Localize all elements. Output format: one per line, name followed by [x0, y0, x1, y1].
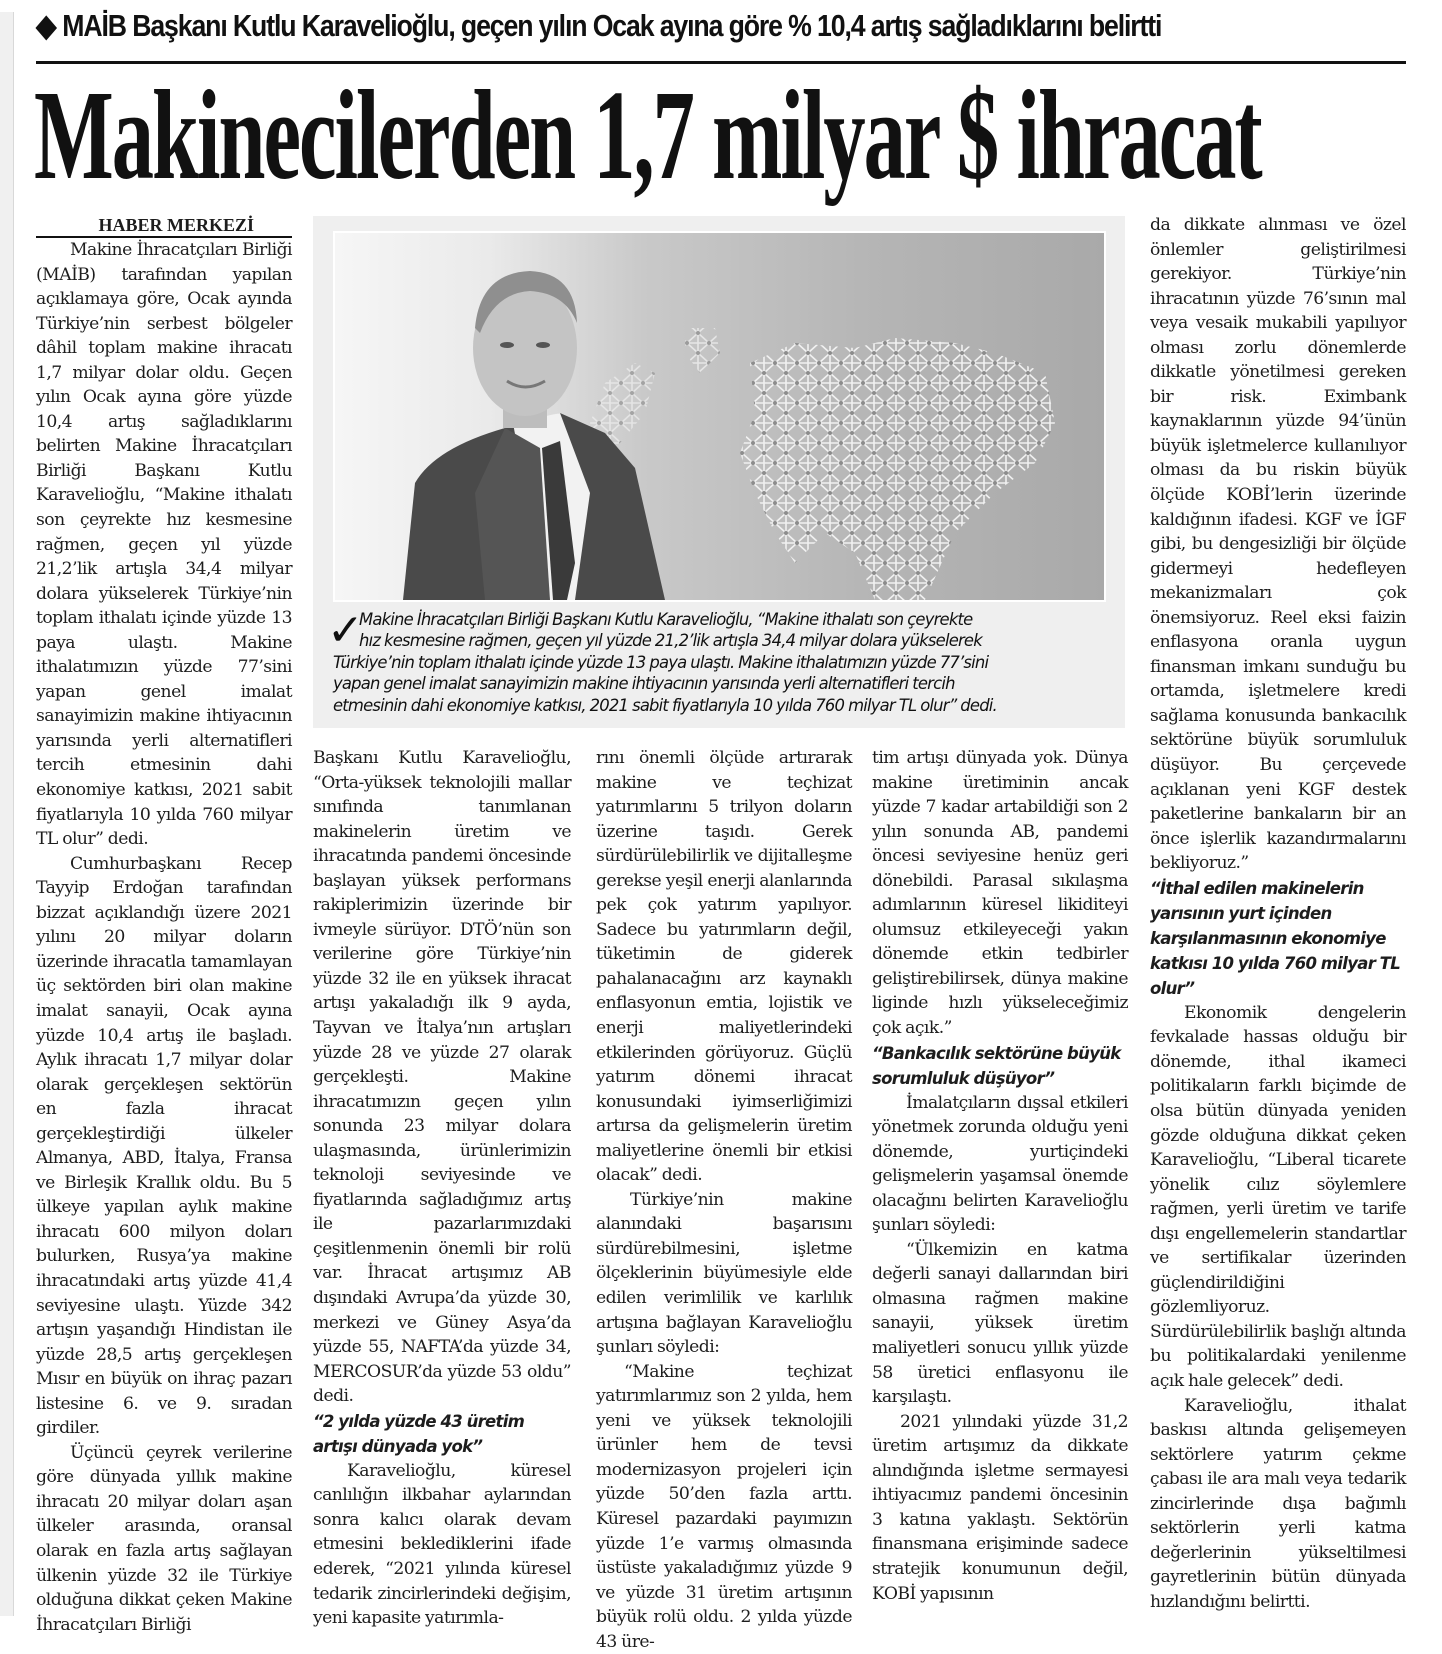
paragraph: Üçüncü çeyrek verilerine göre dünyada yıllık makine ihracatı 20 milyar doları aşan ülkeler arasında, oransal olarak en fazla artış sağlayan ülkenin yüzde 32 ile Türkiye olduğuna dikkat çeken Makine İhracatçıları Birliği	[36, 1442, 292, 1635]
paragraph: “Makine teçhizat yatırımlarımız son 2 yılda, hem yeni ve yüksek teknolojili ürünler hem de tevsi modernizasyon projeleri için yüzde 50’den fazla arttı. Küresel pazardaki payımızın yüzde 1’e varmış olmasında üstüste yakaladığımız yüzde 9 ve yüzde 31 üretim artışının büyük rolü oldu. 2 yılda yüzde 43 üre-	[596, 1361, 852, 1652]
subheading: “İthal edilen makinelerin yarısının yurt içinden karşılanmasının ekonomiye katkısı 10 yılda 760 milyar TL olur”	[1150, 878, 1401, 998]
caption-line: hız kesmesine rağmen, geçen yıl yüzde 21,2’lik artışla 34,4 milyar dolara yükselerek	[359, 631, 982, 651]
column-3	[596, 746, 852, 1654]
paragraph: Cumhurbaşkanı Recep Tayyip Erdoğan tarafından bizzat açıklandığı üzere 2021 yılını 20 milyar doların üzerinde ihracatla tamamlayan üç sektörden biri olan makine imalat sanayii, Ocak ayına yüzde 10,4 artış ile başladı. Aylık ihracatı 1,7 milyar dolar olarak gerçekleşen sektörün en fazla ihracat gerçekleştirdiği ülkeler Almanya, ABD, İtalya, Fransa ve Birleşik Krallık oldu. Bu 5 ülkeye yapılan aylık makine ihracatı 600 milyon doları bulurken, Rusya’ya makine ihracatındaki artış yüzde 41,4 seviyesine ulaştı. Yüzde 342 artışın yaşandığı Hindistan ile yüzde 28,5 artış gerçekleşen Mısır en büyük on ihraç pazarı listesine 6. ve 9. sıradan girdiler.	[36, 853, 292, 1439]
column-1	[36, 214, 292, 1637]
paragraph: Başkanı Kutlu Karavelioğlu, “Orta-yüksek teknolojili mallar sınıfında tanımlanan makinelerin üretim ve ihracatında pandemi öncesinde başlayan yüksek performans rakiplerimizin üzerinde bir ivmeyle sürüyor. DTÖ’nün son verilerine göre Türkiye’nin yüzde 32 ile en yüksek ihracat artışı yakaladığı ilk 9 ayda, Tayvan ve İtalya’nın artışları yüzde 28 ve yüzde 27 olarak gerçekleşti. Makine ihracatımızın geçen yılın sonunda 23 milyar dolara ulaşmasında, ürünlerimizin teknoloji seviyesinde ve fiyatlarında sağladığımız artış ile pazarlarımızdaki çeşitlenmenin önemli bir rolü var. İhracat artışımız AB dışındaki Avrupa’da yüzde 30, merkezi ve Güney Asya’da yüzde 55, NAFTA’da yüzde 34, MERCOSUR’da yüzde 53 oldu” dedi.	[313, 748, 571, 1407]
diamond-bullet-icon: ◆	[36, 8, 56, 43]
column-5	[1150, 213, 1406, 1614]
paragraph: Karavelioğlu, ithalat baskısı altında gelişemeyen sektörlere yatırım çekme çabası ile ara malı veya tedarik zincirlerinde dışa bağımlı sektörlerin yerli katma değerlerinin yükseltilmesi gayretlerinin bütün dünyada hızlandığını belirtti.	[1150, 1395, 1406, 1612]
paragraph: Makine İhracatçıları Birliği (MAİB) tarafından yapılan açıklamaya göre, Ocak ayında Türkiye’nin serbest bölgeler dâhil toplam makine ihracatı 1,7 milyar dolar oldu. Geçen yılın Ocak ayına göre yüzde 10,4 artış sağladıklarını belirten Makine İhracatçıları Birliği Başkanı Kutlu Karavelioğlu, “Makine ithalatı son çeyrekte hız kesmesine rağmen, geçen yıl yüzde 21,2’lik artışla 34,4 milyar dolara yükselerek Türkiye’nin toplam ithalatı içinde yüzde 13 paya ulaştı. Makine ithalatımızın yüzde 77’sini yapan genel imalat sanayimizin makine ihtiyacının yarısında yerli alternatifleri tercih etmesinin dahi ekonomiye katkısı, 2021 sabit fiyatlarıyla 10 yılda 760 milyar TL olur” dedi.	[36, 240, 292, 850]
photo-caption	[327, 605, 1103, 716]
paragraph: İmalatçıların dışsal etkileri yönetmek zorunda olduğu yeni dönemde, yurtiçindeki gelişmelerin yaşamsal önemde olacağını belirten Karavelioğlu şunları söyledi:	[872, 1092, 1128, 1236]
paragraph: “Ülkemizin en katma değerli sanayi dallarından biri olmasına rağmen makine sanayii, yüksek üretim maliyetleri sonucu yıllık yüzde 58 üretici enflasyonu ile karşılaştı.	[872, 1239, 1128, 1408]
paragraph: Karavelioğlu, küresel canlılığın ilkbahar aylarından sonra kalıcı olarak devam etmesini beklediklerini ifade ederek, “2021 yılında küresel tedarik zincirlerindeki değişim, yeni kapasite yatırımla-	[313, 1460, 571, 1629]
paragraph: 2021 yılındaki yüzde 31,2 üretim artışımız da dikkate alındığında işletme sermayesi ihtiyacımız pandemi öncesinin 3 katına yaklaştı. Sektörün finansmana erişiminde sadece stratejik konumunun değil, KOBİ yapısının	[872, 1411, 1128, 1604]
subheading: “Bankacılık sektörüne büyük sorumluluk düşüyor”	[872, 1043, 1121, 1088]
page-edge-strip	[0, 12, 14, 1616]
paragraph: tim artışı dünyada yok. Dünya makine üretiminin ancak yüzde 7 kadar artabildiği son 2 yılın sonunda AB, pandemi öncesi seviyesine henüz geri dönebildi. Parasal sıkılaşma adımlarının küresel likiditeyi olumsuz etkileyeceği yakın dönemde etkin tedbirler geliştirebilirsek, dünya makine liginde hızlı yükseleceğimiz çok açık.”	[872, 748, 1128, 1039]
paragraph: da dikkate alınması ve özel önlemler geliştirilmesi gerekiyor. Türkiye’nin ihracatının yüzde 76’sının mal veya vesaik mukabili yapılıyor olması zorlu dönemlerde dikkatle yönetilmesi gereken bir risk. Eximbank kaynaklarının yüzde 94’ünün büyük işletmelerce kullanılıyor olması da bu riskin büyük ölçüde KOBİ’lerin üzerinde kaldığının ifadesi. KGF ve İGF gibi, bu dengesizliği bir ölçüde gidermeyi hedefleyen mekanizmaları çok önemsiyoruz. Reel eksi faizin enflasyona oranla uygun finansman imkanı sunduğu bu ortamda, işletmelere kredi sağlama konusunda bankacılık sektörüne büyük sorumluluk düşüyor. Bu çerçevede açıklanan yeni KGF destek paketlerine bankaların bir an önce işlerlik kazandırmalarını bekliyoruz.”	[1150, 215, 1406, 874]
paragraph: rını önemli ölçüde artırarak makine ve teçhizat yatırımlarını 5 trilyon doların üzerine taşıdı. Gerek sürdürülebilirlik ve dijitalleşme gerekse yeşil enerji alanlarında pek çok yatırım yapılıyor. Sadece bu yatırımların değil, tüketimin de giderek pahalanacağını arz kaynaklı enflasyonun emtia, lojistik ve enerji maliyetlerindeki etkilerinden görüyoruz. Güçlü yatırım dönemi ihracat konusundaki iyimserliğimizi artırsa da gelişmelerin üretim maliyetlerine önemli bir etkisi olacak” dedi.	[596, 748, 852, 1186]
kicker-text: MAİB Başkanı Kutlu Karavelioğlu, geçen yılın Ocak ayına göre % 10,4 artış sağladıklarını belirtti	[62, 8, 1162, 43]
caption-line: Türkiye’nin toplam ithalatı içinde yüzde 13 paya ulaştı. Makine ithalatımızın yüzde 77’sini	[333, 652, 989, 672]
paragraph: Ekonomik dengelerin fevkalade hassas olduğu bir dönemde, ithal ikameci politikaların farklı biçimde de olsa bütün dünyada yeniden gözde olduğuna dikkat çeken Karavelioğlu, “Liberal ticarete yönelik cılız söylemlere rağmen, yerli üretim ve tarife dışı engellemelerin standartlar ve sertifikalar üzerinden güçlendirildiğini gözlemliyoruz. Sürdürülebilirlik başlığı altında bu politikalardaki yenilenme açık hale gelecek” dedi.	[1150, 1002, 1406, 1391]
kicker	[36, 8, 1223, 44]
world-map-network	[740, 338, 1055, 600]
column-2	[313, 746, 571, 1631]
subheading: “2 yılda yüzde 43 üretim artışı dünyada yok”	[313, 1411, 525, 1456]
paragraph: Türkiye’nin makine alanındaki başarısını sürdürebilmesini, işletme ölçeklerinin büyümesiyle elde edilen verimlilik ve karlılık artışına bağlayan Karavelioğlu şunları söyledi:	[596, 1189, 852, 1358]
checkmark-icon: ✓	[327, 605, 364, 656]
headline: Makinecilerden 1,7 milyar $ ihracat	[34, 64, 1261, 206]
caption-line: Makine İhracatçıları Birliği Başkanı Kutlu Karavelioğlu, “Makine ithalatı son çeyrekte	[359, 610, 973, 629]
column-4	[872, 746, 1128, 1606]
caption-line: etmesinin dahi ekonomiye katkısı, 2021 sabit fiyatlarıyla 10 yılda 760 milyar TL olur” dedi.	[333, 695, 997, 715]
photo-box	[313, 216, 1125, 728]
caption-line: yapan genel imalat sanayimizin makine ihtiyacının yarısında yerli alternatifleri tercih	[333, 674, 955, 694]
photo-illustration	[335, 233, 1104, 600]
byline: HABER MERKEZİ	[36, 214, 292, 238]
portrait-photo	[333, 231, 1106, 602]
